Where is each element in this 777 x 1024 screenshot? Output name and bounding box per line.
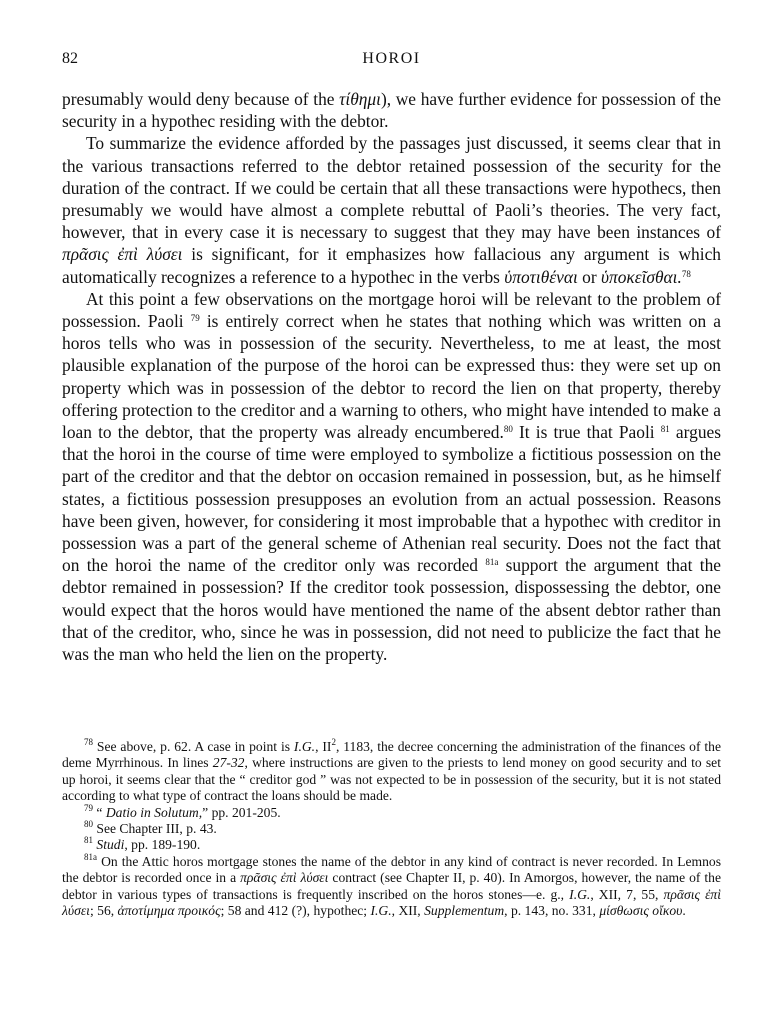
page-header: [62, 50, 721, 72]
footnote-number: 79: [84, 802, 93, 813]
footnote-ref: 78: [681, 268, 691, 279]
footnote-81: $^{81}$ Studi, pp. 189-190.: [84, 835, 201, 853]
footnote-number: 80: [84, 819, 93, 830]
main-text: [62, 88, 721, 665]
page-number: 82: [62, 50, 78, 67]
footnote-ref: 80: [503, 424, 513, 435]
greek-term: τίθημι: [339, 89, 381, 109]
paragraph-2: To summarize the evidence afforded by the passages just discussed, it seems clear that in the various transactions referred to the debtor retained possession of the security for the duration of the contract. If we could be certain that all these transactions were hypothecs, then presumably we would have almost a complete rebuttal of Paoli’s theories. The very fact, however, that in every case it is necessary to suggest that they may have been instances of πρᾶσις ἐπὶ λύσει is significant, for it emphasizes how fallacious any argument is which automatically recognizes a reference to a hypothec in the verbs ὑποτιθέναι or ὑποκεῖσθαι.$^{78}$: [62, 133, 721, 287]
running-title: HOROI: [362, 50, 421, 67]
footnote-80: $^{80}$ See Chapter III, p. 43.: [84, 819, 217, 837]
footnote-79: $^{79}$ “ Datio in Solutum,” pp. 201-205.: [84, 802, 281, 820]
paragraph-3: At this point a few observations on the mortgage horoi will be relevant to the problem of possession. Paoli $^{79}$ is entirely correct when he states that nothing which was written on a horos tells who was in possession of the security. Nevertheless, to me at least, the most plausible explanation of the purpose of the horoi can be expressed thus: they were set up on property which was in possession of the debtor to record the lien on that property, thereby offering protection to the creditor and a warning to others, who might have intended to make a loan to the debtor, that the property was already encumbered.$^{80}$ It is true that Paoli $^{81}$ argues that the horoi in the course of time were employed to symbolize a fictitious possession on the part of the creditor and that the debtor on occasion remained in possession, but, as he himself states, a fictitious possession presupposes an evolution from an actual possession. Reasons have been given, however, for considering it most improbable that a hypothec with creditor in possession was a part of the general scheme of Athenian real security. Does not the fact that on the horoi the name of the creditor only was recorded $^{81a}$ support the argument that the debtor remained in possession? If the creditor took possession, dispossessing the debtor, one would expect that the horos would have mentioned the name of the absent debtor rather than that of the creditor, who, since he was in possession, did not need to publicize the fact that he was the man who held the lien on the property.: [62, 288, 722, 665]
greek-term: πρᾶσις ἐπὶ λύσει: [240, 870, 329, 886]
footnote-ref: 81: [660, 424, 670, 435]
footnote-81a: $^{81a}$ On the Attic horos mortgage stones the name of the debtor in any kind of contract is never recorded. In Lemnos the debtor is recorded once in a πρᾶσις ἐπὶ λύσει contract (see Chapter II, p. 40). In Amorgos, however, the name of the debtor in various types of transactions is frequently inscribed on the horos stones—e. g., I.G., XII, 7, 55, πρᾶσις ἐπὶ λύσει; 56, ἀποτίμημα προικός; 58 and 412 (?), hypothec; I.G., XII, Supplementum, p. 143, no. 331, μίσθωσις οἴκου.: [62, 851, 722, 919]
footnote-78: $^{78}$ See above, p. 62. A case in point is I.G., $II^2$, 1183, the decree concerning the administration of the finances of the deme Myrrhinous. In lines 27-32, where instructions are given to the priests to lend money on good security and to set up horoi, it seems clear that the “ creditor god ” was not expected to be in possession of the security, but it is not stated according to what type of contract the loans should be made.: [62, 737, 722, 804]
footnote-number: 78: [84, 737, 93, 747]
footnote-number: 81: [84, 835, 93, 846]
greek-term: ἀποτίμημα προικός: [117, 903, 221, 919]
footnote-ref: 79: [190, 313, 200, 324]
greek-term: μίσθωσις οἴκου: [599, 903, 683, 919]
paragraph-1: presumably would deny because of the τίθημι), we have further evidence for possession of the security in a hypothec residing with the debtor.: [62, 89, 721, 132]
greek-term: πρᾶσις ἐπὶ λύσει: [62, 244, 183, 265]
greek-term: ὑποκεῖσθαι.: [601, 266, 682, 287]
footnote-ref: 81a: [485, 557, 499, 568]
greek-term: πρᾶσις ἐπὶ λύσει: [62, 886, 722, 919]
footnote-number: 81a: [84, 851, 97, 862]
footnotes: [62, 739, 721, 919]
greek-term: ὑποτιθέναι: [504, 266, 578, 287]
